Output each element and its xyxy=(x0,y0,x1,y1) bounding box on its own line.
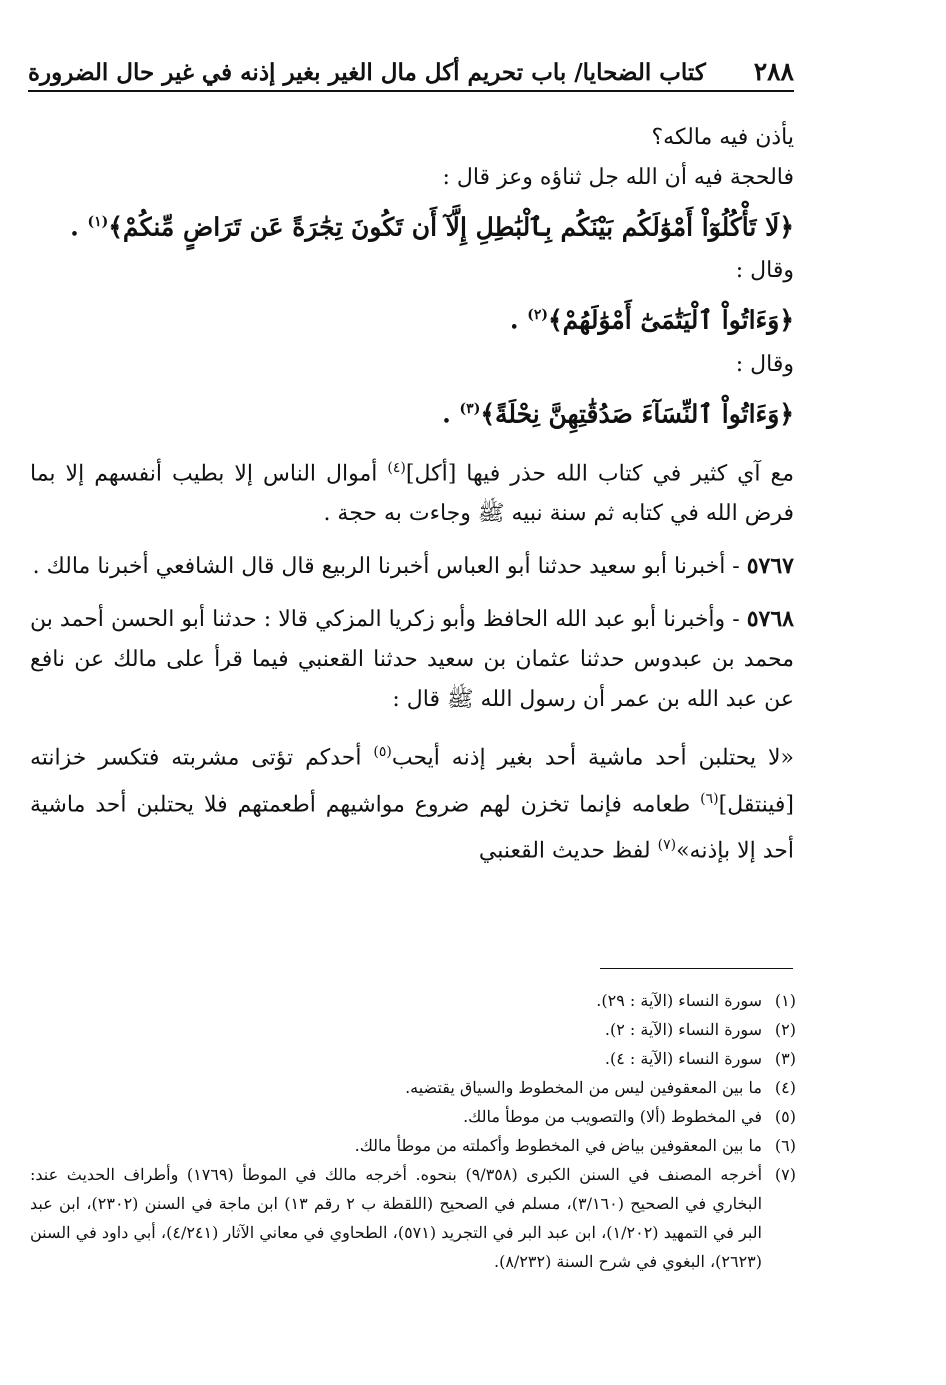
footnote xyxy=(30,1044,796,1073)
footnote-ref: (٧) xyxy=(657,836,677,853)
footnote-number: (٣) xyxy=(774,1049,796,1068)
paragraph: وقال : xyxy=(735,351,794,377)
hadith-number: ٥٧٦٧ xyxy=(746,553,794,580)
hadith-quote xyxy=(30,732,794,871)
footnote xyxy=(30,986,796,1015)
footnote xyxy=(30,1102,796,1131)
page-number: ٢٨٨ xyxy=(753,57,794,86)
hadith-number: ٥٧٦٨ xyxy=(746,606,794,633)
text-run: «لا يحتلبن أحد ماشية أحد بغير إذنه أيحب xyxy=(391,745,794,771)
footnote-ref: (٢) xyxy=(527,307,549,324)
quran-verse xyxy=(30,200,794,249)
paragraph xyxy=(30,448,794,534)
footnote-ref: (٤) xyxy=(387,459,406,476)
text-run: لفظ حديث القعنبي xyxy=(478,838,658,864)
footnote-ref: (٥) xyxy=(373,744,392,761)
footnote-number: (١) xyxy=(774,991,796,1010)
text-run: - أخبرنا أبو سعيد حدثنا أبو العباس أخبرنا الربيع قال قال الشافعي أخبرنا مالك . xyxy=(32,554,747,580)
verse-text: ﴿وَءَاتُواْ ٱلْيَتَٰمَىٰٓ أَمْوَٰلَهُمْ﴾ xyxy=(548,305,794,335)
paragraph: يأذن فيه مالكه؟ xyxy=(651,125,794,150)
text-run: طعامه فإنما تخزن لهم ضروع مواشيهم أطعمتهم فلا يحتلبن أحد ماشية أحد إلا بإذنه» xyxy=(30,791,794,864)
footnote-text: ما بين المعقوفين ليس من المخطوط والسياق يقتضيه. xyxy=(405,1078,762,1097)
text-run: أحدكم تؤتى مشربته فتكسر خزانته [فينتقل] xyxy=(30,745,794,817)
footnote xyxy=(30,1073,796,1102)
footnote-text: أخرجه المصنف في السنن الكبرى (٩/٣٥٨) بنحوه. أخرجه مالك في الموطأ (١٧٦٩) وأطراف الحديث عند: البخاري في الصحيح (٣/١٦٠)، مسلم في الصحيح (اللقطة ب ٢ رقم ١٣) ابن ماجة في السنن (٢٣٠٢)، ابن عبد البر في التمهيد (١/٢٠٢)، ابن عبد البر في التجريد (٥٧١)، الطحاوي في معاني الآثار (٤/٢٤١)، أبي داود في السنن (٢٦٢٣)، البغوي في شرح السنة (٨/٢٣٢). xyxy=(30,1165,763,1271)
footnote-ref: (٦) xyxy=(700,790,719,807)
main-text xyxy=(30,118,794,871)
footnote-number: (٦) xyxy=(774,1136,796,1155)
text-run: - وأخبرنا أبو عبد الله الحافظ وأبو زكريا المزكي قالا : حدثنا أبو الحسن أحمد بن محمد بن عبدوس حدثنا عثمان بن سعيد حدثنا القعنبي فيما قرأ على مالك عن نافع عن عبد الله بن عمر أن رسول الله ﷺ قال : xyxy=(30,607,794,713)
footnote-number: (٧) xyxy=(774,1165,796,1184)
footnote-number: (٥) xyxy=(774,1107,796,1126)
text-run: مع آي كثير في كتاب الله حذر فيها [أكل] xyxy=(405,461,794,487)
punctuation: . xyxy=(509,305,528,335)
footnote xyxy=(30,1160,796,1276)
footnote xyxy=(30,1131,796,1160)
footnote-ref: (١) xyxy=(87,214,109,230)
footnote-number: (٢) xyxy=(774,1020,796,1039)
hadith-5768 xyxy=(30,599,794,720)
footnote xyxy=(30,1015,796,1044)
quran-verse xyxy=(30,293,794,342)
page-header xyxy=(28,52,794,92)
running-title: كتاب الضحايا/ باب تحريم أكل مال الغير بغير إذنه في غير حال الضرورة xyxy=(28,59,706,86)
hadith-5767 xyxy=(30,546,794,587)
footnote-text: في المخطوط (ألا) والتصويب من موطأ مالك. xyxy=(463,1107,762,1126)
footnote-divider xyxy=(600,968,793,969)
paragraph: وقال : xyxy=(735,258,794,284)
punctuation: . xyxy=(442,398,460,428)
footnote-text: سورة النساء (الآية : ٤). xyxy=(604,1049,762,1068)
footnote-ref: (٣) xyxy=(459,400,481,417)
footnote-text: سورة النساء (الآية : ٢٩). xyxy=(596,991,762,1010)
punctuation: . xyxy=(70,212,88,242)
paragraph: فالحجة فيه أن الله جل ثناؤه وعز قال : xyxy=(442,165,794,190)
quran-verse xyxy=(30,387,794,436)
text-run: أموال الناس إلا بطيب أنفسهم إلا بما فرض الله في كتابه ثم سنة نبيه ﷺ وجاءت به حجة . xyxy=(30,461,794,527)
verse-text: ﴿وَءَاتُواْ ٱلنِّسَآءَ صَدُقَٰتِهِنَّ نِحْلَةً﴾ xyxy=(480,398,794,428)
footnote-text: سورة النساء (الآية : ٢). xyxy=(604,1020,762,1039)
footnote-number: (٤) xyxy=(774,1078,796,1097)
footnotes xyxy=(30,986,796,1276)
footnote-text: ما بين المعقوفين بياض في المخطوط وأكملته من موطأ مالك. xyxy=(354,1136,762,1155)
verse-text: ﴿لَا تَأْكُلُوٓاْ أَمْوَٰلَكُم بَيْنَكُم بِٱلْبَٰطِلِ إِلَّآ أَن تَكُونَ تِجَٰرَةً عَن تَرَاضٍ مِّنكُمْ﴾ xyxy=(108,212,794,242)
